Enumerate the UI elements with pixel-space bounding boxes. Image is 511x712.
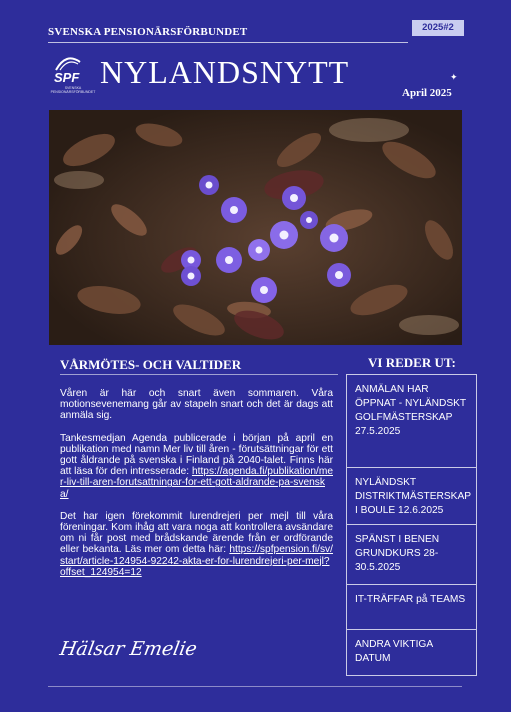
hero-photo xyxy=(49,110,462,345)
org-name: SVENSKA PENSIONÄRSFÖRBUNDET xyxy=(48,26,248,38)
section-divider xyxy=(60,374,338,375)
article-paragraph xyxy=(60,433,333,500)
logo-text: SPF xyxy=(54,70,80,85)
masthead-title: NYLANDSNYTT xyxy=(100,54,350,90)
issue-badge: 2025#2 xyxy=(412,20,464,36)
sidebar-item-golf[interactable]: ANMÄLAN HAR ÖPPNAT - NYLÄNDSKT GOLFMÄSTERSKAP 27.5.2025 xyxy=(355,384,466,437)
paragraph-text: Våren är här och snart även sommaren. Våra motionsevenemang går av stapeln snart och det är dags att anmäla sig. xyxy=(60,388,333,422)
paragraph-text: Tankesmedjan Agenda publicerade i början på april en publikation med namn Mer liv till åren - förutsättningar för ett gott åldrande på svenska i Finland på 2040-talet. Finns här att läsa för den intresserade: xyxy=(60,432,333,478)
article-paragraph xyxy=(60,511,333,578)
issue-date: April 2025 xyxy=(402,87,452,99)
paragraph-text: Det har igen förekommit lurendrejeri per mejl till våra föreningar. Kom ihåg att vara noga att kontrollera avsändare om ni får post med brådskande ärende från er ordförande eller bekanta. Läs mer om detta här: xyxy=(60,510,333,556)
sidebar-item-spanst[interactable]: SPÄNST I BENEN GRUNDKURS 28-30.5.2025 xyxy=(347,524,476,584)
agenda-publication-link[interactable]: https://agenda.fi/publikation/mer-liv-till-aren-forutsattningar-for-ett-gott-aldrande-pa-svenska/ xyxy=(60,466,333,500)
sidebar-item-dates[interactable]: ANDRA VIKTIGA DATUM xyxy=(347,629,476,675)
spf-logo xyxy=(50,54,96,94)
sidebar-title: VI REDER UT: xyxy=(368,355,456,370)
sidebar-list xyxy=(346,374,477,676)
signature: Hälsar Emelie xyxy=(58,638,199,660)
sidebar-item-boule[interactable]: NYLÄNDSKT DISTRIKTMÄSTERSKAP I BOULE 12.6.2025 xyxy=(347,467,476,524)
header-divider xyxy=(48,42,408,43)
section-title: VÅRMÖTES- OCH VALTIDER xyxy=(60,357,242,372)
footer-divider xyxy=(48,686,462,687)
logo-subtext: SVENSKA PENSIONÄRSFÖRBUNDET xyxy=(50,86,96,94)
phishing-warning-link[interactable]: https://spfpension.fi/sv/start/article-124954-92242-akta-er-for-lurendrejeri-per-mejl?offset_124954=12 xyxy=(60,544,333,578)
sidebar-item-it[interactable]: IT-TRÄFFAR på TEAMS xyxy=(347,584,476,629)
article-paragraph xyxy=(60,388,333,422)
article-body xyxy=(60,388,333,589)
sparkle-icon: ✦ xyxy=(450,72,458,82)
